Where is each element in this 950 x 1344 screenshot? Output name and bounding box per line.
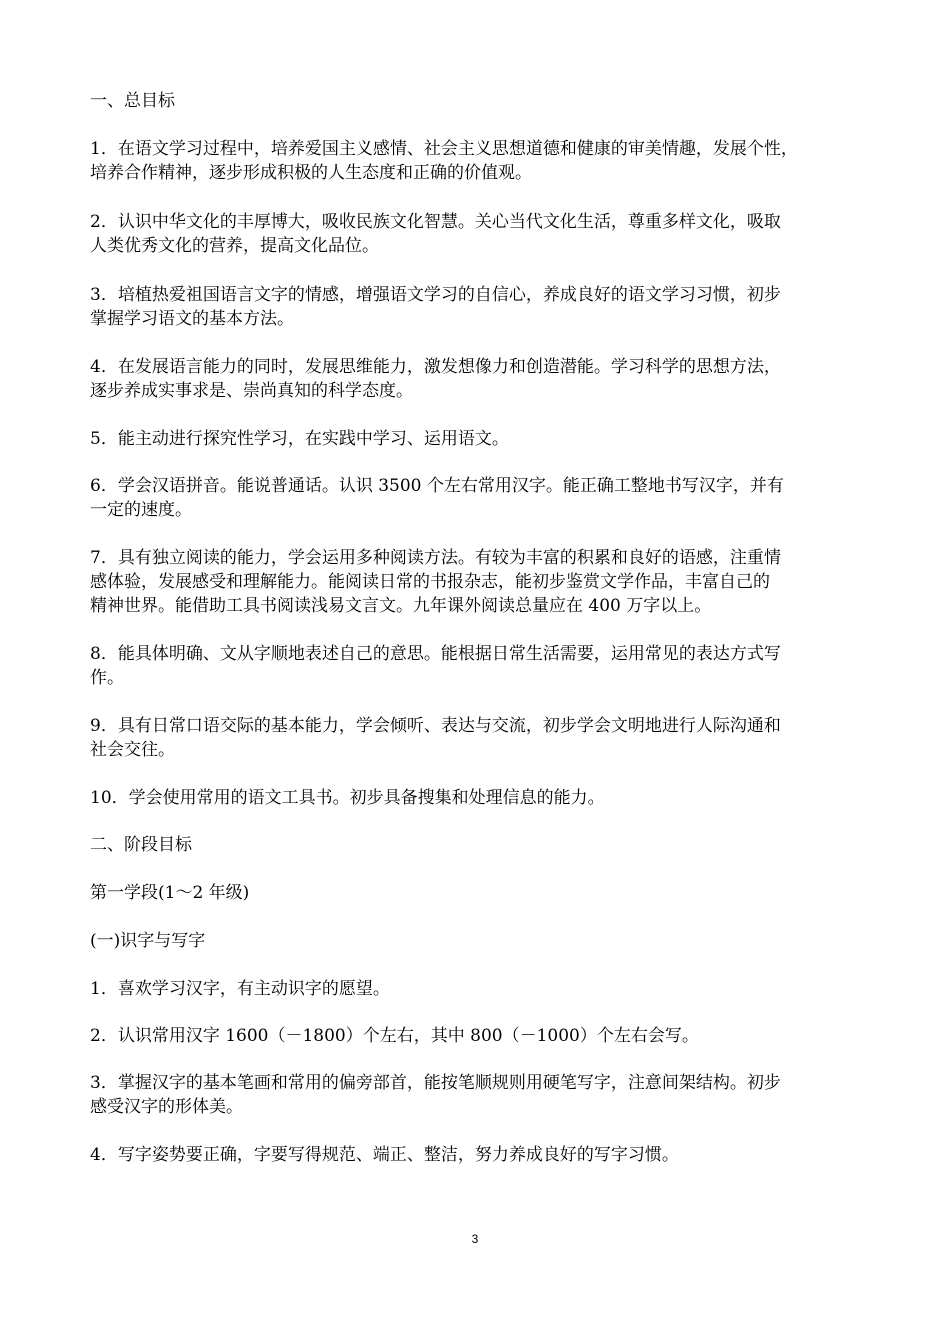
subsection-heading: 第一学段(1～2 年级) xyxy=(90,883,250,903)
paragraph-line: 7．具有独立阅读的能力，学会运用多种阅读方法。有较为丰富的积累和良好的语感，注重情 xyxy=(90,548,781,568)
paragraph-line: 6．学会汉语拼音。能说普通话。认识 3500 个左右常用汉字。能正确工整地书写汉字，并有 xyxy=(90,476,784,496)
paragraph-line: 社会交往。 xyxy=(90,740,175,760)
paragraph-line: 9．具有日常口语交际的基本能力，学会倾听、表达与交流，初步学会文明地进行人际沟通和 xyxy=(90,716,781,736)
paragraph-line: 2．认识中华文化的丰厚博大，吸收民族文化智慧。关心当代文化生活，尊重多样文化，吸取 xyxy=(90,212,781,232)
paragraph-line: 4．在发展语言能力的同时，发展思维能力，激发想像力和创造潜能。学习科学的思想方法， xyxy=(90,357,781,377)
paragraph-line: 感体验，发展感受和理解能力。能阅读日常的书报杂志，能初步鉴赏文学作品，丰富自己的 xyxy=(90,572,770,592)
section-heading: 二、阶段目标 xyxy=(90,835,192,855)
paragraph-line: 逐步养成实事求是、崇尚真知的科学态度。 xyxy=(90,381,413,401)
paragraph-line: 作。 xyxy=(90,668,124,688)
paragraph-line: 5．能主动进行探究性学习，在实践中学习、运用语文。 xyxy=(90,429,509,449)
subsection-heading: (一)识字与写字 xyxy=(90,931,206,951)
paragraph-line: 2．认识常用汉字 1600（－1800）个左右，其中 800（－1000）个左右会写。 xyxy=(90,1026,699,1046)
paragraph-line: 3．培植热爱祖国语言文字的情感，增强语文学习的自信心，养成良好的语文学习习惯，初步 xyxy=(90,285,781,305)
paragraph-line: 3．掌握汉字的基本笔画和常用的偏旁部首，能按笔顺规则用硬笔写字，注意间架结构。初步 xyxy=(90,1073,781,1093)
paragraph-line: 掌握学习语文的基本方法。 xyxy=(90,309,294,329)
paragraph-line: 培养合作精神，逐步形成积极的人生态度和正确的价值观。 xyxy=(90,163,532,183)
paragraph-line: 4．写字姿势要正确，字要写得规范、端正、整洁，努力养成良好的写字习惯。 xyxy=(90,1145,679,1165)
paragraph-line: 一定的速度。 xyxy=(90,500,192,520)
section-heading: 一、总目标 xyxy=(90,91,175,111)
paragraph-line: 10．学会使用常用的语文工具书。初步具备搜集和处理信息的能力。 xyxy=(90,788,605,808)
paragraph-line: 感受汉字的形体美。 xyxy=(90,1097,243,1117)
page-number: 3 xyxy=(471,1232,479,1246)
paragraph-line: 人类优秀文化的营养，提高文化品位。 xyxy=(90,236,379,256)
paragraph-line: 精神世界。能借助工具书阅读浅易文言文。九年课外阅读总量应在 400 万字以上。 xyxy=(90,596,712,616)
paragraph-line: 1．喜欢学习汉字，有主动识字的愿望。 xyxy=(90,979,390,999)
paragraph-line: 1．在语文学习过程中，培养爱国主义感情、社会主义思想道德和健康的审美情趣，发展个性， xyxy=(90,139,798,159)
paragraph-line: 8．能具体明确、文从字顺地表述自己的意思。能根据日常生活需要，运用常见的表达方式写 xyxy=(90,644,781,664)
